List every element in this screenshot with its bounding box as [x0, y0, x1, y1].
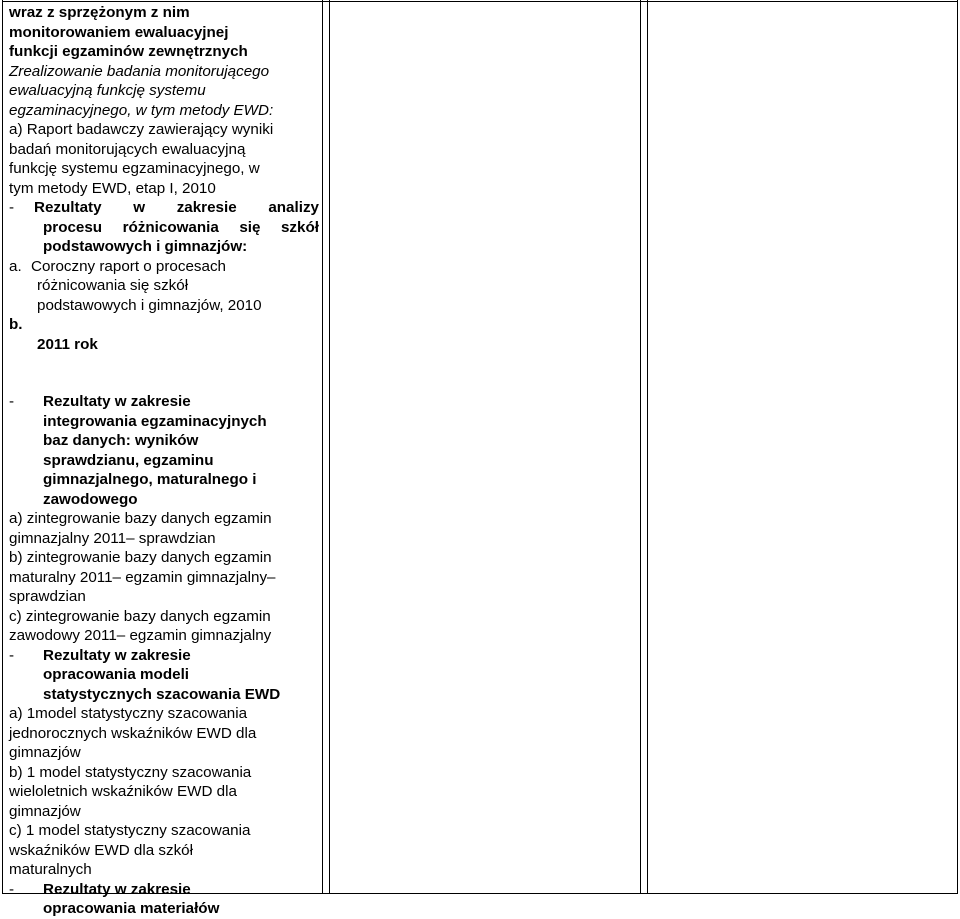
bullet-line: opracowania materiałów [43, 900, 220, 917]
list-line: a) 1model statystyczny szacowania [9, 705, 248, 722]
sub-line: podstawowych i gimnazjów, 2010 [37, 296, 262, 314]
bullet-line: opracowania modeli [43, 666, 190, 683]
column-divider-1 [322, 0, 323, 894]
word: różnicowania [122, 218, 219, 236]
list-line: wieloletnich wskaźników EWD dla [9, 783, 237, 800]
italic-line: ewaluacyjną funkcję systemu [9, 82, 206, 99]
sub-item-b [9, 315, 319, 354]
bullet-line: gimnazjalnego, maturalnego i [43, 471, 257, 488]
bullet-dash: - [9, 199, 15, 216]
heading-line: wraz z sprzężonym z nim [9, 4, 190, 21]
table-cell-col1 [9, 3, 319, 919]
column-divider-3 [640, 0, 641, 894]
sub-line: Coroczny raport o procesach [31, 257, 226, 275]
bullet-line: podstawowych i gimnazjów: [43, 238, 248, 255]
heading-block [9, 3, 319, 62]
list-line: gimnazjów [9, 802, 81, 820]
bullet-line: zawodowego [43, 490, 138, 508]
table-cell-col3 [648, 2, 957, 893]
list-line: sprawdzian [9, 588, 86, 605]
bullet-line: sprawdzianu, egzaminu [43, 451, 214, 469]
list-line: wskaźników EWD dla szkół [9, 841, 193, 859]
italic-description [9, 62, 319, 121]
bullet-line: baz danych: wyników [43, 432, 199, 449]
bullet-integrowanie [9, 392, 319, 509]
bullet-analiza [9, 198, 319, 257]
heading-line: funkcji egzaminów zewnętrznych [9, 43, 248, 60]
table-border-left [2, 0, 3, 894]
table-border-right [957, 0, 958, 894]
sub-marker: a. [9, 257, 22, 275]
word: Rezultaty [34, 199, 102, 216]
table-cell-col2 [330, 2, 640, 893]
list-line: gimnazjalny 2011– sprawdzian [9, 529, 216, 547]
word: szkół [280, 218, 319, 236]
list-line: a) zintegrowanie bazy danych egzamin [9, 510, 272, 527]
bullet-modele [9, 646, 319, 705]
bullet-materialy [9, 880, 319, 919]
word: procesu [43, 218, 103, 236]
list-line: maturalny 2011– egzamin gimnazjalny– [9, 568, 276, 586]
list-line: jednorocznych wskaźników EWD dla [9, 724, 257, 742]
list-line: b) 1 model statystyczny szacowania [9, 763, 252, 781]
bullet-dash: - [9, 880, 15, 898]
sub-line: różnicowania się szkół [37, 277, 189, 294]
model-list [9, 704, 319, 880]
bullet-dash: - [9, 646, 15, 664]
bullet-line [9, 198, 319, 218]
bullet-line: Rezultaty w zakresie [43, 880, 191, 898]
italic-line: egzaminacyjnego, w tym metody EWD: [9, 101, 274, 119]
integration-list [9, 509, 319, 646]
spacer [9, 354, 319, 392]
list-line: c) 1 model statystyczny szacowania [9, 822, 251, 839]
list-line: maturalnych [9, 861, 92, 878]
list-line: gimnazjów [9, 744, 81, 761]
sub-marker: b. [9, 316, 23, 333]
word: analizy [268, 199, 319, 216]
report-item-a [9, 120, 319, 198]
bullet-line: Rezultaty w zakresie [43, 393, 191, 410]
list-line: b) zintegrowanie bazy danych egzamin [9, 549, 272, 566]
text-line: a) Raport badawczy zawierający wyniki [9, 121, 274, 138]
text-line: funkcję systemu egzaminacyjnego, w [9, 160, 260, 177]
bullet-line: integrowania egzaminacyjnych [43, 412, 267, 430]
sub-item-a [9, 257, 319, 316]
word: w [133, 199, 146, 216]
bullet-line [9, 218, 319, 238]
bullet-dash: - [9, 393, 15, 410]
bullet-line: statystycznych szacowania EWD [43, 685, 281, 703]
year-label: 2011 rok [37, 335, 98, 353]
italic-line: Zrealizowanie badania monitorującego [9, 62, 270, 80]
list-line: c) zintegrowanie bazy danych egzamin [9, 607, 271, 625]
list-line: zawodowy 2011– egzamin gimnazjalny [9, 627, 272, 644]
heading-line: monitorowaniem ewaluacyjnej [9, 23, 229, 41]
text-line: tym metody EWD, etap I, 2010 [9, 179, 216, 197]
text-line: badań monitorujących ewaluacyjną [9, 140, 246, 158]
word: się [239, 218, 261, 236]
word: zakresie [176, 199, 237, 216]
bullet-line: Rezultaty w zakresie [43, 646, 191, 664]
